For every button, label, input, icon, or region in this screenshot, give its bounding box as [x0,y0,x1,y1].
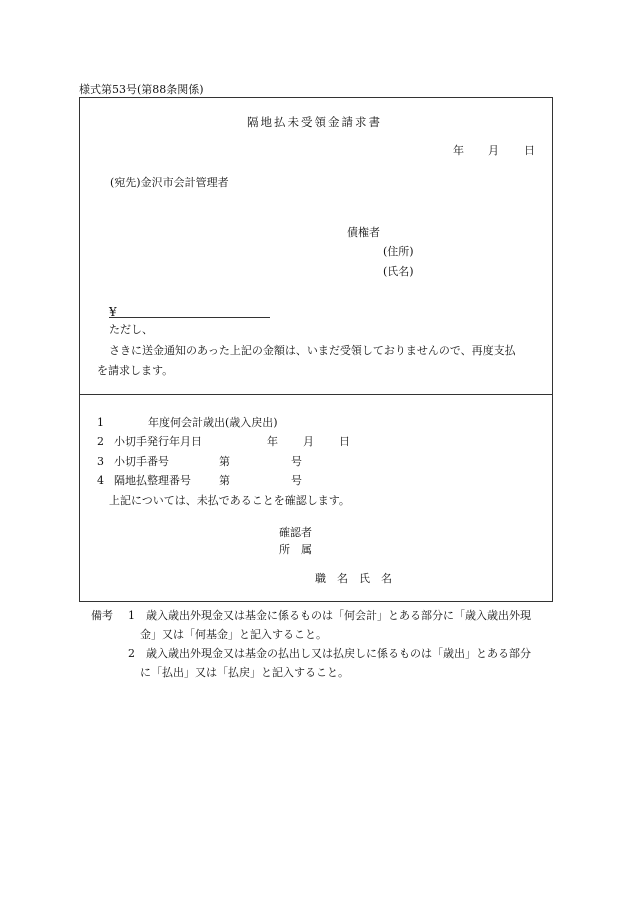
creditor-name-label: (氏名) [383,265,414,278]
item-3-number: 3 [97,455,104,468]
amount-underline [109,317,270,318]
date-year-label: 年 [453,144,464,157]
item-2-year: 年 [267,435,278,448]
note-2-line2: に「払出」又は「払戻」と記入すること。 [140,666,349,679]
item-4-dai: 第 [219,474,230,487]
addressee: (宛先)金沢市会計管理者 [110,176,229,189]
request-text-line2: を請求します。 [97,364,174,377]
confirmer-title-name: 職 名 氏 名 [315,572,392,585]
note-2-line1: 歳入歳出外現金又は基金の払出し又は払戻しに係るものは「歳出」とある部分 [146,647,531,660]
date-month-label: 月 [488,144,499,157]
item-2-number: 2 [97,435,104,448]
item-3-label: 小切手番号 [114,455,169,468]
creditor-address-label: (住所) [383,245,414,258]
form-title: 隔地払未受領金請求書 [247,115,382,129]
yen-symbol: ¥ [109,305,117,319]
confirmation-text: 上記については、未払であることを確認します。 [109,494,350,507]
form-number: 様式第53号(第88条関係) [79,83,204,96]
date-day-label: 日 [524,144,535,157]
item-4-number: 4 [97,474,104,487]
item-4-go: 号 [291,474,302,487]
request-text-line1: さきに送金通知のあった上記の金額は、いまだ受領しておりませんので、再度支払 [109,344,516,357]
note-1-line2: 金」又は「何基金」と記入すること。 [140,628,327,641]
item-2-label: 小切手発行年月日 [114,435,202,448]
notes-label: 備考 [91,609,113,622]
item-2-day: 日 [339,435,350,448]
proviso-text: ただし、 [109,323,153,336]
item-2-month: 月 [303,435,314,448]
creditor-label: 債権者 [347,226,380,239]
confirmer-department: 所 属 [279,543,312,556]
note-2-number: 2 [128,647,135,660]
confirmer-label: 確認者 [279,526,312,539]
note-1-number: 1 [128,609,135,622]
item-4-label: 隔地払整理番号 [114,474,191,487]
note-1-line1: 歳入歳出外現金又は基金に係るものは「何会計」とある部分に「歳入歳出外現 [146,609,531,622]
section-divider [79,394,553,395]
item-3-dai: 第 [219,455,230,468]
item-1-label: 年度何会計歳出(歳入戻出) [148,416,278,429]
item-3-go: 号 [291,455,302,468]
item-1-number: 1 [97,416,104,429]
